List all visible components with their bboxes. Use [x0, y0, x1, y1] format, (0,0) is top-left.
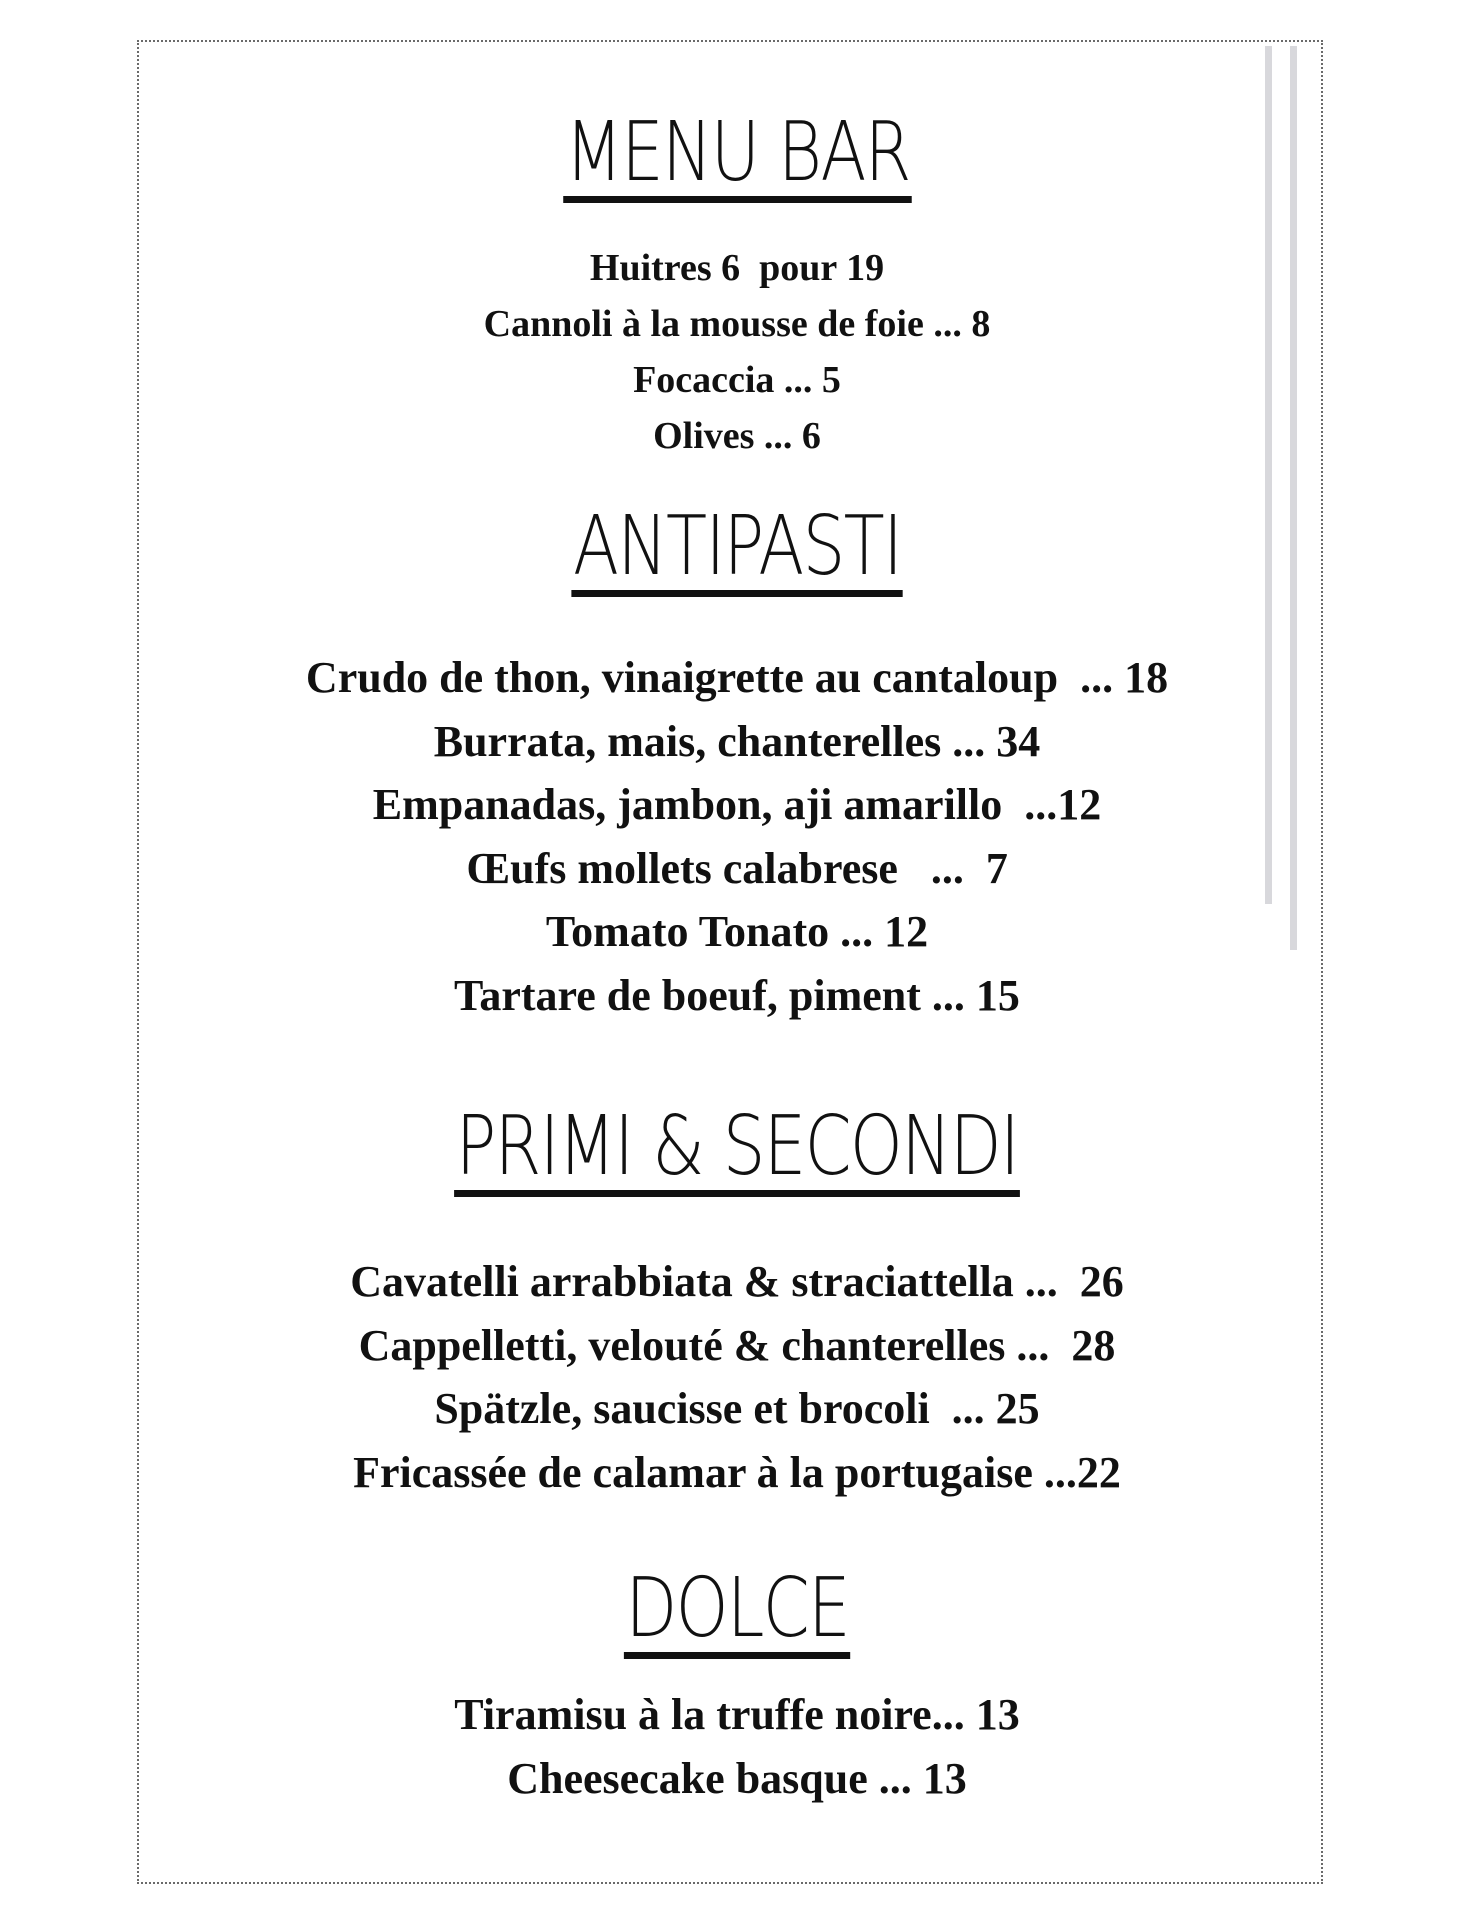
primi-secondi-list [0, 1250, 1474, 1504]
menu-item: Crudo de thon, vinaigrette au cantaloup ... 18 [305, 653, 1169, 702]
section-title-antipasti: ANTIPASTI [0, 506, 1474, 597]
menu-item: Fricassée de calamar à la portugaise ...22 [353, 1447, 1121, 1497]
menu-item: Huitres 6 pour 19 [589, 247, 885, 289]
menu-item: Cheesecake basque ... 13 [507, 1753, 967, 1803]
menu-item: Olives ... 6 [653, 415, 821, 457]
menu-item: Tomato Tonato ... 12 [545, 907, 929, 956]
section-title-dolce: DOLCE [0, 1568, 1474, 1659]
menu-item: Cappelletti, velouté & chanterelles ... 28 [358, 1320, 1116, 1370]
menu-item: Burrata, mais, chanterelles ... 34 [433, 716, 1041, 766]
section-title-primi-secondi: PRIMI & SECONDI [0, 1106, 1474, 1197]
menu-item: Cavatelli arrabbiata & straciattella ... 26 [350, 1257, 1124, 1306]
menu-item: Tartare de boeuf, piment ... 15 [454, 970, 1020, 1020]
menu-item: Empanadas, jambon, aji amarillo ...12 [372, 780, 1102, 829]
section-title-menu-bar: MENU BAR [0, 112, 1474, 203]
menu-item: Tiramisu à la truffe noire... 13 [454, 1690, 1020, 1739]
menu-item: Œufs mollets calabrese ... 7 [466, 843, 1008, 893]
menu-item: Focaccia ... 5 [633, 359, 841, 401]
dolce-list [0, 1683, 1474, 1810]
antipasti-list [0, 646, 1474, 1027]
menu-item: Spätzle, saucisse et brocoli ... 25 [434, 1384, 1040, 1433]
menu-item: Cannoli à la mousse de foie ... 8 [483, 303, 991, 345]
menu-bar-list [0, 240, 1474, 464]
